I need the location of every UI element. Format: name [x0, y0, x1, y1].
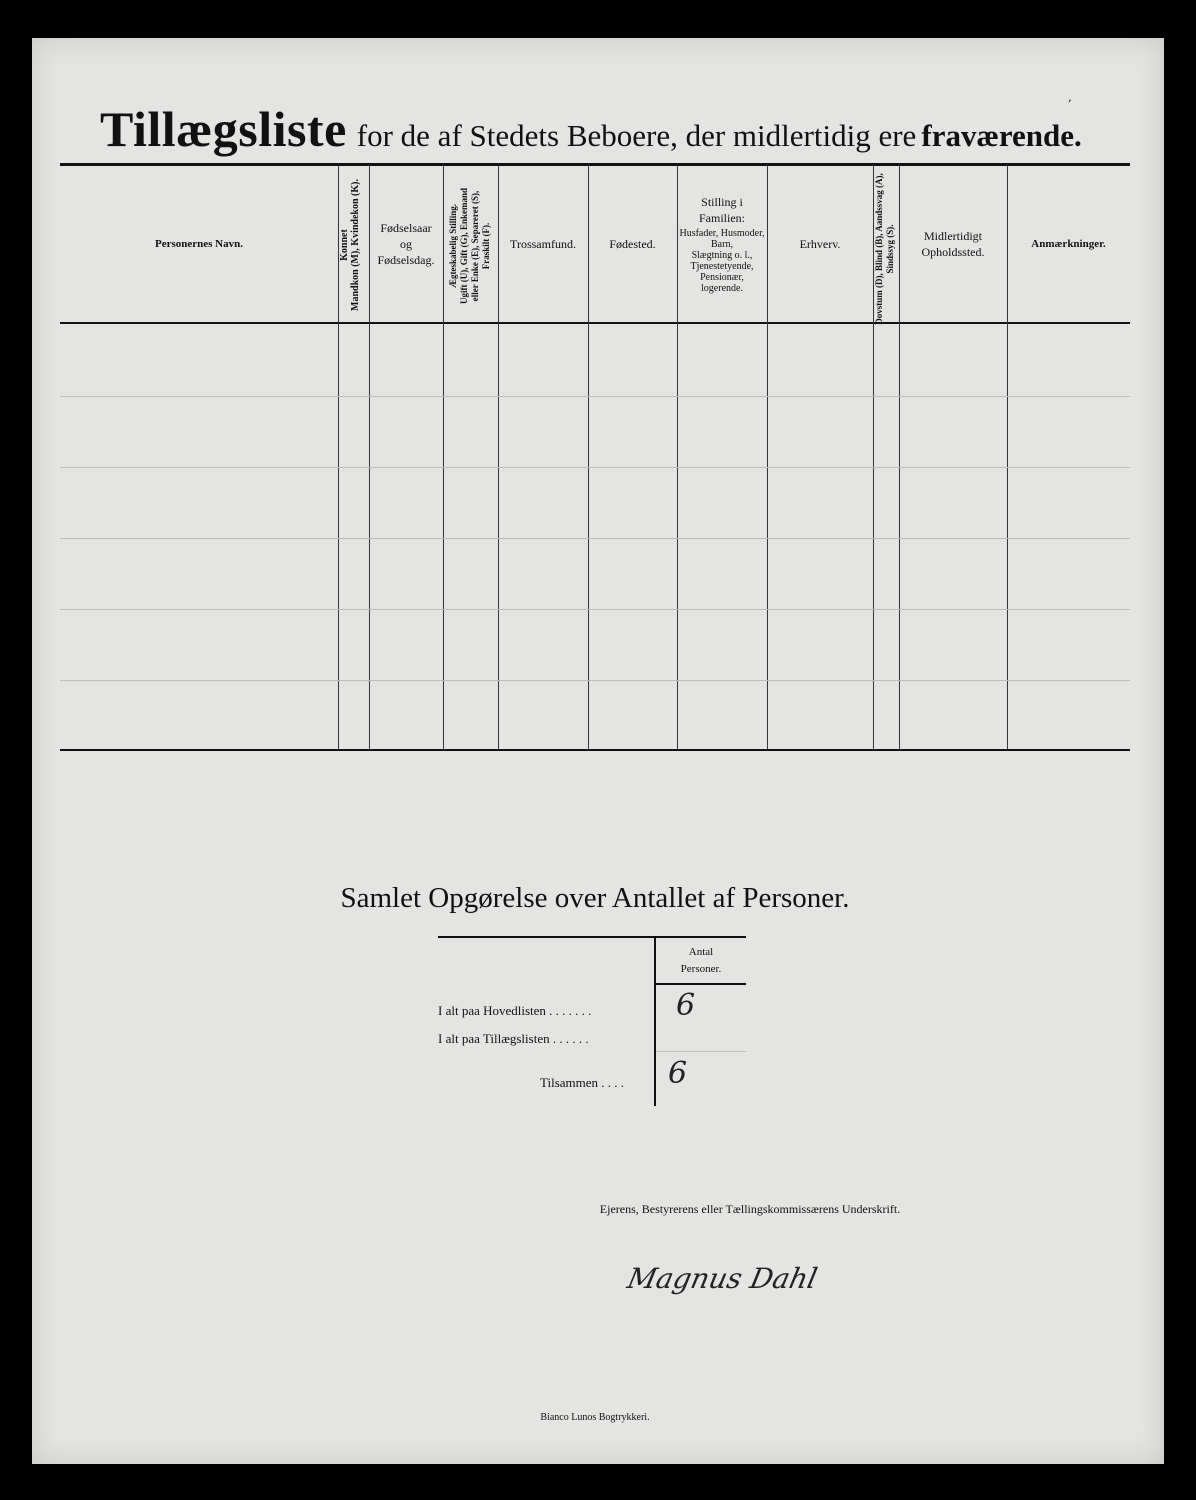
signature-name: Magnus Dahl — [624, 1262, 821, 1295]
header-dovstum: Dovstum (D), Blind (B), Aandssvag (A), Sindssyg (S). — [874, 173, 895, 325]
header-trossamfund: Trossamfund. — [510, 237, 576, 251]
summary-column-head: Antal Personer. — [680, 946, 722, 975]
header-erhverv: Erhverv. — [799, 237, 841, 251]
table-row — [60, 680, 1130, 681]
stilling-head: Stilling i Familien: — [699, 195, 745, 225]
table-row — [60, 396, 1130, 397]
header-konnet: Konnet Mandkon (M), Kvindekon (K). — [339, 179, 361, 311]
form-title — [100, 100, 1100, 160]
table-row — [60, 609, 1130, 610]
signature-label: Ejerens, Bestyrerens eller Tællingskommissærens Underskrift. — [599, 1202, 901, 1216]
printer-imprint: Bianco Lunos Bogtrykkeri. — [540, 1412, 650, 1423]
table-bottom-rule — [60, 749, 1130, 751]
header-fodested: Fødested. — [609, 237, 656, 251]
summary-row-label-tillaegslisten: I alt paa Tillægslisten . . . . . . — [438, 1031, 589, 1046]
summary-top-rule — [438, 936, 746, 938]
header-stilling — [677, 166, 767, 322]
title-main: Tillægsliste — [100, 101, 347, 157]
header-fodselsaar: Fødselsaar og Fødselsdag. — [377, 221, 435, 267]
summary-row-label-tilsammen: Tilsammen . . . . — [540, 1075, 625, 1090]
header-opholdssted: Midlertidigt Opholdssted. — [921, 229, 985, 259]
summary-head-rule — [656, 983, 746, 985]
summary-title: Samlet Opgørelse over Antallet af Personer. — [340, 882, 850, 914]
col-divider — [443, 166, 444, 749]
table-row — [60, 538, 1130, 539]
header-anmaerkninger: Anmærkninger. — [1031, 238, 1106, 250]
title-bold-end: fraværende. — [921, 118, 1082, 153]
table-header-rule — [60, 322, 1130, 324]
ink-mark: , — [1068, 90, 1072, 104]
summary-row-label-hovedlisten: I alt paa Hovedlisten . . . . . . . — [438, 1003, 592, 1018]
title-rest: for de af Stedets Beboere, der midlertidig ere — [356, 118, 917, 153]
summary-value-hovedlisten: 6 — [676, 988, 696, 1023]
header-aegteskab: Ægteskabelig Stilling. Ugift (U), Gift (G), Enkemand eller Enke (E), Separeret (S), Fraskilt (F). — [448, 188, 491, 304]
table-row — [60, 467, 1130, 468]
stilling-detail: Husfader, Husmoder, Barn, Slægtning o. l., Tjenestetyende, Pensionær, logerende. — [679, 228, 765, 294]
summary-row-line — [656, 1051, 746, 1052]
summary-value-tilsammen: 6 — [668, 1056, 688, 1091]
header-navn: Personernes Navn. — [155, 238, 243, 250]
